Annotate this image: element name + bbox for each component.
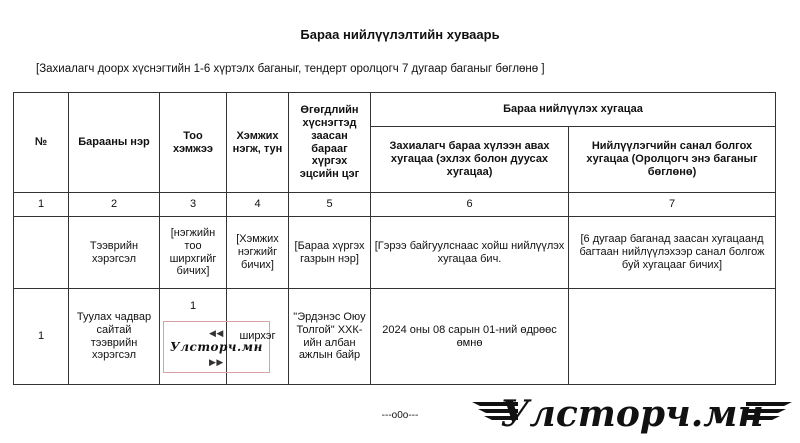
instruction-text: [Захиалагч доорх хүснэгтийн 1-6 хүртэлх баганыг, тендерт оролцогч 7 дугаар баганыг бөглөнө ] xyxy=(36,63,545,75)
row-buyer-period: 2024 оны 08 сарын 01-ний өдрөөс өмнө xyxy=(371,289,569,385)
header-no: № xyxy=(14,93,69,193)
column-number: 6 xyxy=(371,193,569,217)
column-number: 5 xyxy=(289,193,371,217)
column-number: 4 xyxy=(227,193,289,217)
row-no: 1 xyxy=(14,289,69,385)
delivery-schedule-table xyxy=(13,92,776,385)
guide-cell-quantity: [нэгжийн тоо ширхгийг бичих] xyxy=(160,217,227,289)
guide-cell-buyer-period: [Гэрээ байгуулснаас хойш нийлүүлэх хугацаа бич. xyxy=(371,217,569,289)
column-number: 1 xyxy=(14,193,69,217)
site-stamp-text: Улсторч.мн xyxy=(170,339,263,354)
document-footer: ---o0o--- xyxy=(381,410,419,421)
document-title: Бараа нийлүүлэлтийн хуваарь xyxy=(300,27,500,42)
column-number: 7 xyxy=(569,193,776,217)
table-row xyxy=(14,289,776,385)
header-buyer-period: Захиалагч бараа хүлээн авах хугацаа (эхлэх болон дуусах хугацаа) xyxy=(371,127,569,193)
header-delivery-period: Бараа нийлүүлэх хугацаа xyxy=(371,93,776,127)
row-location: "Эрдэнэс Оюу Толгой" ХХК-ийн албан ажлын байр xyxy=(289,289,371,385)
header-name: Барааны нэр xyxy=(69,93,160,193)
guide-cell-supplier-period: [6 дугаар баганад заасан хугацаанд багтаан нийлүүлэхээр санал болгож буй хугацааг бичих] xyxy=(569,217,776,289)
row-supplier-period xyxy=(569,289,776,385)
site-stamp: ◀◀ Улсторч.мн ▶▶ xyxy=(163,321,270,372)
row-unit: ширхэг xyxy=(227,289,289,385)
guide-cell-no xyxy=(14,217,69,289)
column-number: 3 xyxy=(160,193,227,217)
header-location: Өгөгдлийн хүснэгтэд заасан барааг хүргэх эцсийн цэг xyxy=(289,93,371,193)
header-supplier-period: Нийлүүлэгчийн санал болгох хугацаа (Оролцогч энэ баганыг бөглөнө) xyxy=(569,127,776,193)
row-name: Туулах чадвар сайтай тээврийн хэрэгсэл xyxy=(69,289,160,385)
watermark-text: Улсторч.мн xyxy=(500,393,764,435)
watermark-logo xyxy=(468,378,796,440)
header-unit: Хэмжих нэгж, тун xyxy=(227,93,289,193)
row-quantity-value: 1 xyxy=(189,300,197,313)
guide-cell-name: Тээврийн хэрэгсэл xyxy=(69,217,160,289)
header-quantity: Тоо хэмжээ xyxy=(160,93,227,193)
column-number: 2 xyxy=(69,193,160,217)
guide-cell-location: [Бараа хүргэх газрын нэр] xyxy=(289,217,371,289)
guide-cell-unit: [Хэмжих нэгжийг бичих] xyxy=(227,217,289,289)
